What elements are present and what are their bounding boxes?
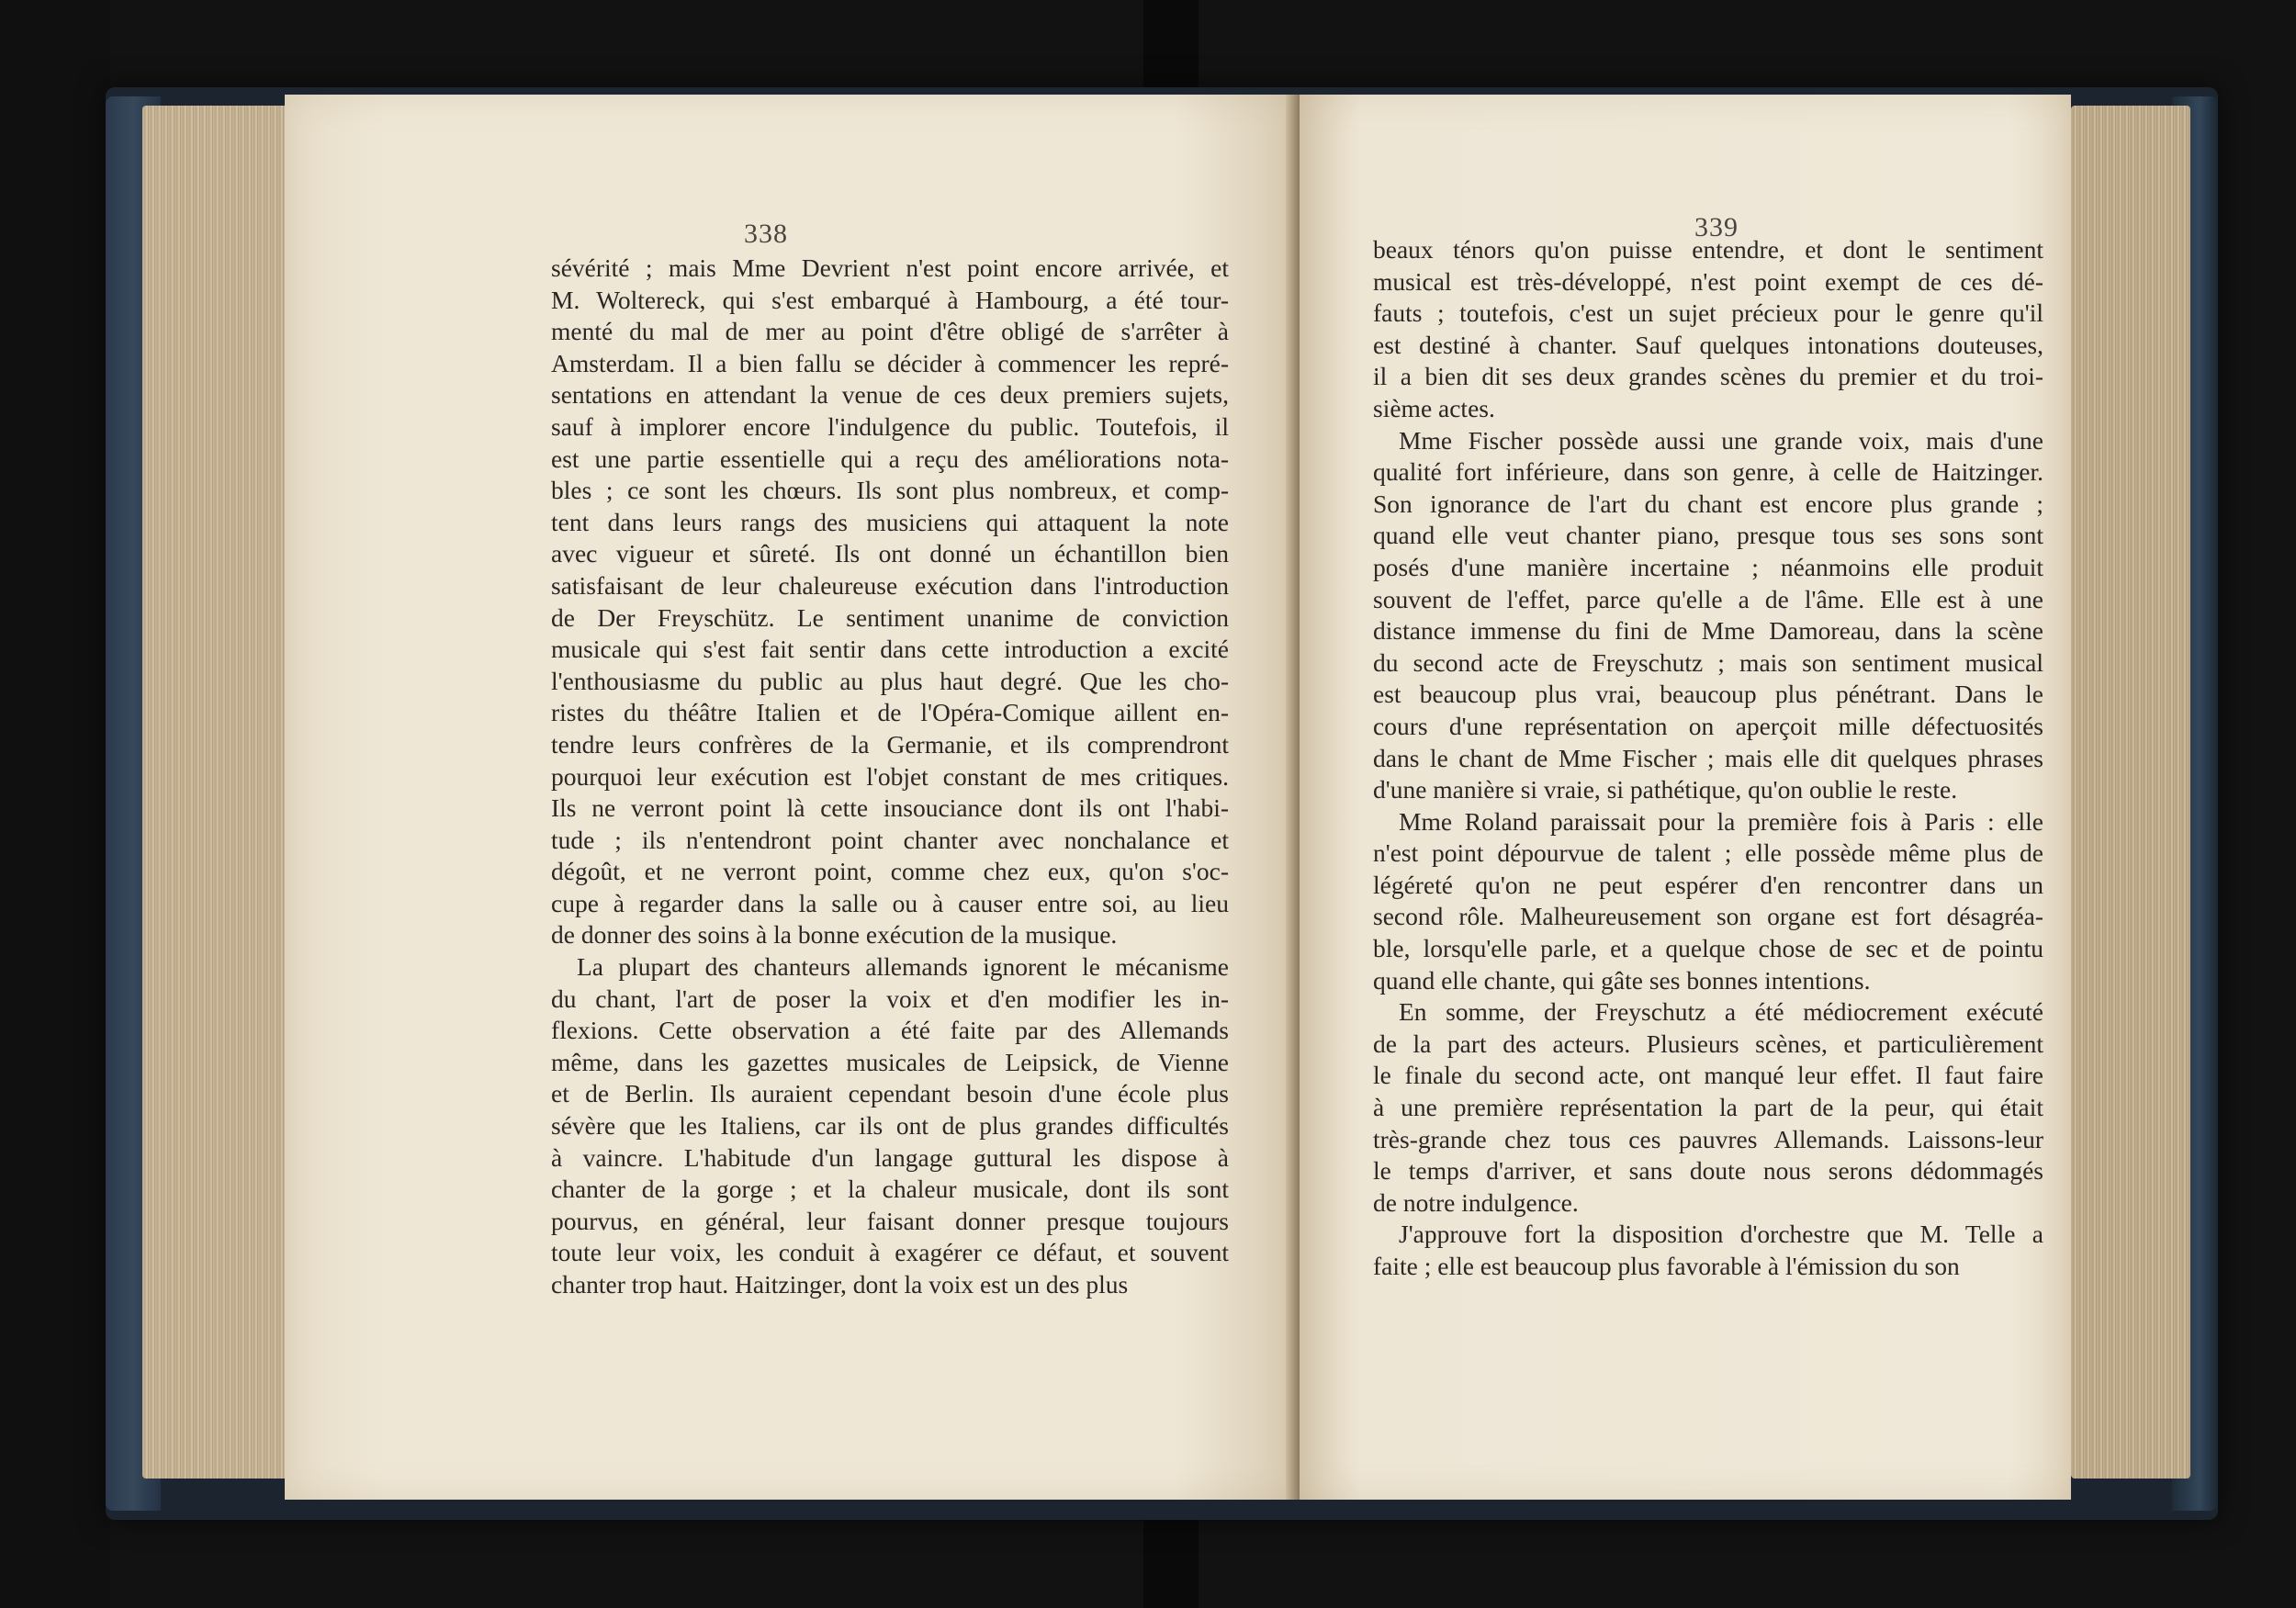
text-line: bles ; ce sont les chœurs. Ils sont plus nombreux, et comp- [551, 476, 1229, 505]
text-line: M. Woltereck, qui s'est embarqué à Hambourg, a été tour- [551, 285, 1229, 314]
left-page-number: 338 [744, 219, 788, 249]
text-line: dégoût, et ne verront point, comme chez eux, qu'on s'oc- [551, 857, 1229, 886]
text-line: menté du mal de mer au point d'être obligé de s'arrêter à [551, 317, 1229, 346]
text-line: tude ; ils n'entendront point chanter avec nonchalance et [551, 825, 1229, 854]
text-line: de Der Freyschütz. Le sentiment unanime de conviction [551, 602, 1229, 632]
text-line: souvent de l'effet, parce qu'elle a de l'âme. Elle est à une [1373, 584, 2043, 613]
text-line: est destiné à chanter. Sauf quelques intonations douteuses, [1373, 330, 2043, 359]
text-line: Ils ne verront point là cette insouciance dont ils ont l'habi- [551, 793, 1229, 823]
text-line: beaux ténors qu'on puisse entendre, et dont le sentiment [1373, 235, 2043, 264]
text-line: Mme Fischer possède aussi une grande voix, mais d'une [1399, 425, 2043, 455]
background-right [2213, 0, 2296, 1608]
text-line: chanter trop haut. Haitzinger, dont la voix est un des plus [551, 1270, 1129, 1299]
text-line: très-grande chez tous ces pauvres Allemands. Laissons-leur [1373, 1124, 2043, 1153]
text-line: pourvus, en général, leur faisant donner presque toujours [551, 1206, 1229, 1235]
background-left [0, 0, 110, 1608]
text-line: avec vigueur et sûreté. Ils ont donné un échantillon bien [551, 539, 1229, 568]
text-line: ble, lorsqu'elle parle, et a quelque chose de sec et de pointu [1373, 934, 2043, 963]
text-line: satisfaisant de leur chaleureuse exécution dans l'introduction [551, 570, 1229, 600]
text-line: quand elle veut chanter piano, presque tous ses sons sont [1373, 521, 2043, 550]
text-line: En somme, der Freyschutz a été médiocrement exécuté [1399, 997, 2043, 1027]
text-line: Amsterdam. Il a bien fallu se décider à commencer les repré- [551, 348, 1229, 377]
text-line: même, dans les gazettes musicales de Leipsick, de Vienne [551, 1047, 1229, 1076]
text-line: distance immense du fini de Mme Damoreau, dans la scène [1373, 616, 2043, 646]
text-line: flexions. Cette observation a été faite par des Allemands [551, 1016, 1229, 1045]
text-line: à vaincre. L'habitude d'un langage guttural les dispose à [551, 1142, 1229, 1172]
text-line: de la part des acteurs. Plusieurs scènes, et particulièrement [1373, 1029, 2043, 1058]
text-line: de donner des soins à la bonne exécution de la musique. [551, 920, 1118, 950]
text-line: qualité fort inférieure, dans son genre, à celle de Haitzinger. [1373, 457, 2043, 487]
text-line: ristes du théâtre Italien et de l'Opéra-Comique aillent en- [551, 698, 1229, 727]
right-page-text [1373, 234, 2043, 1283]
text-line: La plupart des chanteurs allemands ignorent le mécanisme [577, 952, 1229, 982]
page-edges-left [142, 106, 298, 1479]
text-line: d'une manière si vraie, si pathétique, qu'on oublie le reste. [1373, 775, 1958, 804]
text-line: dans le chant de Mme Fischer ; mais elle dit quelques phrases [1373, 743, 2043, 772]
text-line: sévérité ; mais Mme Devrient n'est point encore arrivée, et [551, 253, 1229, 282]
text-line: sévère que les Italiens, car ils ont de plus grandes difficultés [551, 1111, 1229, 1141]
text-line: il a bien dit ses deux grandes scènes du premier et du troi- [1373, 362, 2043, 391]
text-line: second rôle. Malheureusement son organe est fort désagréa- [1373, 902, 2043, 931]
right-page [1300, 95, 2071, 1500]
text-line: musical est très-développé, n'est point exempt de ces dé- [1373, 266, 2043, 296]
left-page-text [551, 253, 1229, 1301]
text-line: sauf à implorer encore l'indulgence du public. Toutefois, il [551, 411, 1229, 441]
text-line: chanter de la gorge ; et la chaleur musicale, dont ils sont [551, 1175, 1229, 1204]
text-line: quand elle chante, qui gâte ses bonnes intentions. [1373, 965, 1871, 995]
text-line: sième actes. [1373, 393, 1495, 422]
text-line: légéreté qu'on ne peut espérer d'en rencontrer dans un [1373, 870, 2043, 899]
text-line: toute leur voix, les conduit à exagérer ce défaut, et souvent [551, 1238, 1229, 1267]
text-line: pourquoi leur exécution est l'objet constant de mes critiques. [551, 761, 1229, 791]
text-line: à une première représentation la part de la peur, qui était [1373, 1093, 2043, 1122]
text-line: n'est point dépourvue de talent ; elle possède même plus de [1373, 838, 2043, 868]
text-line: cours d'une représentation on aperçoit mille défectuosités [1373, 711, 2043, 740]
text-line: et de Berlin. Ils auraient cependant besoin d'une école plus [551, 1079, 1229, 1108]
text-line: du chant, l'art de poser la voix et d'en modifier les in- [551, 984, 1229, 1013]
page-edges-right [2071, 106, 2190, 1479]
text-line: fauts ; toutefois, c'est un sujet précieux pour le genre qu'il [1373, 298, 2043, 328]
text-line: Mme Roland paraissait pour la première fois à Paris : elle [1399, 806, 2043, 836]
text-line: faite ; elle est beaucoup plus favorable à l'émission du son [1373, 1252, 1960, 1280]
text-line: Son ignorance de l'art du chant est encore plus grande ; [1373, 489, 2043, 518]
text-line: de notre indulgence. [1373, 1187, 1579, 1217]
text-line: l'enthousiasme du public au plus haut degré. Que les cho- [551, 666, 1229, 695]
right-page-number: 339 [1694, 212, 1739, 242]
text-line: tendre leurs confrères de la Germanie, et ils comprendront [551, 729, 1229, 759]
left-page [285, 95, 1295, 1500]
text-line: J'approuve fort la disposition d'orchestre que M. Telle a [1399, 1220, 2043, 1249]
text-line: le temps d'arriver, et sans doute nous serons dédommagés [1373, 1156, 2043, 1186]
text-line: musicale qui s'est fait sentir dans cette introduction a excité [551, 635, 1229, 664]
text-line: le finale du second acte, ont manqué leur effet. Il faut faire [1373, 1061, 2043, 1090]
text-line: posés d'une manière incertaine ; néanmoins elle produit [1373, 552, 2043, 581]
text-line: cupe à regarder dans la salle ou à causer entre soi, au lieu [551, 888, 1229, 917]
text-line: est une partie essentielle qui a reçu des améliorations nota- [551, 444, 1229, 473]
text-line: sentations en attendant la venue de ces deux premiers sujets, [551, 380, 1229, 410]
text-line: tent dans leurs rangs des musiciens qui attaquent la note [551, 507, 1229, 536]
text-line: du second acte de Freyschutz ; mais son sentiment musical [1373, 647, 2043, 677]
open-book [106, 87, 2218, 1520]
text-line: est beaucoup plus vrai, beaucoup plus pénétrant. Dans le [1373, 680, 2043, 709]
